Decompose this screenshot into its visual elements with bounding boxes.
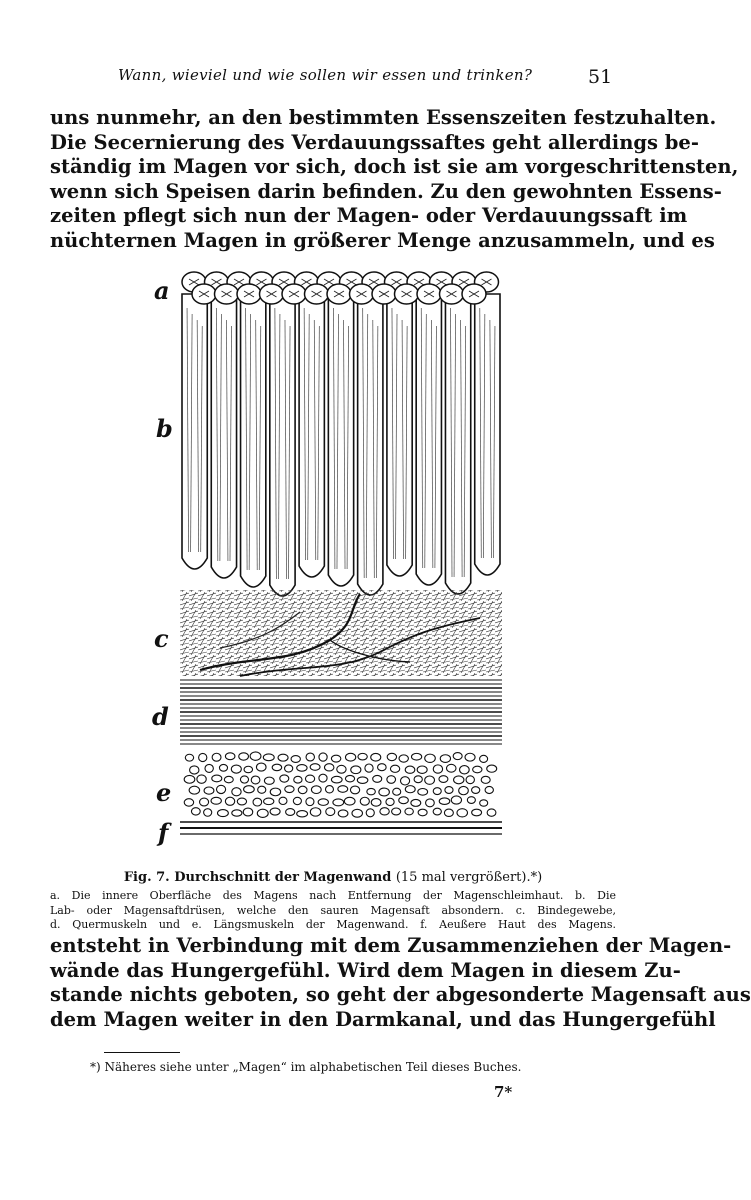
text-line: Die Secernierung des Verdauungssaftes geht allerdings be- bbox=[50, 130, 699, 154]
text-line: uns nunmehr, an den bestimmten Essenszeiten festzuhalten. bbox=[50, 106, 717, 129]
muscle-fiber bbox=[256, 763, 266, 771]
muscle-fiber bbox=[325, 786, 333, 793]
muscle-fiber bbox=[433, 788, 441, 795]
muscle-fiber bbox=[392, 808, 401, 815]
muscle-fiber bbox=[244, 766, 253, 772]
muscle-fiber bbox=[293, 797, 301, 804]
muscle-fiber bbox=[184, 799, 193, 806]
muscle-fiber bbox=[291, 756, 300, 763]
muscle-fiber bbox=[487, 765, 497, 772]
muscle-fiber bbox=[243, 808, 253, 816]
muscle-fiber bbox=[400, 777, 409, 785]
muscle-fiber bbox=[367, 788, 376, 794]
muscle-fiber bbox=[399, 797, 409, 804]
figure-label-c: c bbox=[154, 624, 169, 653]
muscle-fiber bbox=[331, 776, 342, 783]
muscle-fiber bbox=[244, 786, 255, 793]
longitudinal-muscle-layer bbox=[184, 752, 497, 817]
figure-label-f: f bbox=[158, 818, 169, 847]
muscle-fiber bbox=[344, 797, 355, 805]
text-line: entsteht in Verbindung mit dem Zusammenziehen der Magen- bbox=[50, 934, 732, 957]
paragraph-bottom bbox=[50, 934, 751, 1032]
text-line: dem Magen weiter in den Darmkanal, und das Hungergefühl bbox=[50, 1007, 716, 1031]
figure-caption-legend bbox=[50, 889, 616, 933]
gland-column bbox=[241, 294, 266, 587]
muscle-fiber bbox=[270, 788, 280, 796]
muscle-fiber bbox=[219, 764, 227, 771]
caption-number: Fig. 7. bbox=[123, 870, 170, 885]
muscle-fiber bbox=[426, 799, 435, 807]
muscle-fiber bbox=[487, 809, 496, 816]
muscle-fiber bbox=[411, 799, 421, 806]
muscle-fiber bbox=[326, 808, 335, 816]
muscle-fiber bbox=[286, 809, 295, 816]
muscle-fiber bbox=[305, 775, 314, 782]
muscle-fiber bbox=[185, 754, 193, 761]
muscle-fiber bbox=[405, 786, 415, 793]
muscle-fiber bbox=[338, 786, 348, 793]
muscle-fiber bbox=[225, 753, 234, 760]
muscle-fiber bbox=[297, 811, 308, 817]
muscle-fiber bbox=[387, 776, 396, 784]
text-line: stande nichts geboten, so geht der abgesonderte Magensaft aus bbox=[50, 983, 751, 1007]
muscle-fiber bbox=[405, 808, 413, 815]
muscle-fiber bbox=[310, 764, 320, 771]
transverse-muscle-layer bbox=[180, 680, 502, 744]
muscle-fiber bbox=[485, 786, 493, 793]
gland-column bbox=[328, 294, 353, 586]
running-header: Wann, wieviel und wie sollen wir essen und trinken? bbox=[118, 66, 533, 84]
text-line: nüchternen Magen in größerer Menge anzusammeln, und es bbox=[50, 228, 715, 252]
muscle-fiber bbox=[257, 809, 268, 817]
muscle-fiber bbox=[189, 786, 199, 794]
muscle-fiber bbox=[414, 776, 422, 783]
muscle-fiber bbox=[387, 753, 396, 760]
muscle-fiber bbox=[190, 766, 199, 774]
muscle-fiber bbox=[258, 786, 266, 793]
gland-column bbox=[445, 294, 470, 594]
muscle-fiber bbox=[264, 798, 274, 805]
muscle-fiber bbox=[216, 785, 225, 793]
muscle-fiber bbox=[358, 753, 367, 760]
muscle-fiber bbox=[311, 786, 321, 794]
muscle-fiber bbox=[379, 788, 390, 796]
muscle-fiber bbox=[294, 776, 302, 783]
outer-serosa-layer bbox=[180, 822, 502, 834]
muscle-fiber bbox=[480, 800, 488, 806]
gland-column bbox=[358, 294, 383, 595]
muscle-fiber bbox=[345, 775, 354, 781]
muscle-fiber bbox=[445, 787, 453, 794]
muscle-fiber bbox=[460, 766, 470, 774]
caption-line: d. Quermuskeln und e. Längsmuskeln der Magenwand. f. Aeußere Haut des Magens. bbox=[50, 918, 616, 931]
muscle-fiber bbox=[263, 754, 274, 761]
muscle-fiber bbox=[371, 799, 381, 807]
muscle-fiber bbox=[197, 775, 206, 783]
muscle-fiber bbox=[297, 765, 307, 772]
muscle-fiber bbox=[433, 808, 441, 815]
muscle-fiber bbox=[345, 753, 355, 761]
muscle-fiber bbox=[371, 753, 381, 761]
gland-column bbox=[182, 294, 207, 569]
muscle-fiber bbox=[225, 797, 234, 805]
caption-title: Durchschnitt der Magenwand bbox=[174, 870, 392, 885]
muscle-fiber bbox=[232, 810, 242, 816]
muscle-fiber bbox=[200, 798, 209, 806]
muscle-fiber bbox=[454, 776, 464, 784]
muscle-fiber bbox=[457, 809, 468, 817]
muscle-fiber bbox=[250, 752, 261, 760]
muscle-fiber bbox=[240, 776, 248, 783]
caption-note: (15 mal vergrößert).*) bbox=[395, 870, 543, 885]
muscle-fiber bbox=[481, 776, 490, 783]
muscle-fiber bbox=[373, 775, 382, 782]
muscle-fiber bbox=[212, 753, 221, 761]
muscle-fiber bbox=[204, 787, 214, 794]
muscle-fiber bbox=[480, 755, 488, 762]
muscle-fiber bbox=[217, 810, 228, 817]
muscle-fiber bbox=[418, 809, 427, 816]
muscle-fiber bbox=[378, 764, 387, 771]
gland-column bbox=[387, 294, 412, 576]
muscle-fiber bbox=[270, 808, 280, 815]
muscle-fiber bbox=[319, 774, 327, 782]
muscle-fiber bbox=[264, 777, 274, 784]
muscle-fiber bbox=[285, 786, 294, 793]
muscle-fiber bbox=[232, 788, 241, 796]
muscle-fiber bbox=[331, 755, 340, 762]
muscle-fiber bbox=[199, 753, 207, 761]
muscle-fiber bbox=[439, 798, 450, 805]
figure-label-b: b bbox=[156, 414, 173, 443]
muscle-fiber bbox=[425, 754, 436, 762]
paragraph-top bbox=[50, 106, 739, 254]
connective-tissue-layer bbox=[180, 590, 502, 676]
muscle-fiber bbox=[425, 776, 435, 784]
gland-column bbox=[299, 294, 324, 577]
muscle-fiber bbox=[211, 797, 221, 804]
muscle-fiber bbox=[191, 808, 200, 815]
gland-column bbox=[416, 294, 441, 585]
muscle-fiber bbox=[306, 798, 314, 806]
muscle-fiber bbox=[231, 765, 241, 773]
muscle-fiber bbox=[473, 766, 482, 773]
muscle-fiber bbox=[465, 753, 475, 761]
muscle-fiber bbox=[433, 765, 442, 773]
figure-label-a: a bbox=[154, 276, 170, 305]
muscle-fiber bbox=[333, 799, 344, 806]
muscle-fiber bbox=[338, 810, 348, 817]
figure-label-d: d bbox=[152, 702, 169, 731]
caption-line: a. Die innere Oberfläche des Magens nach Entfernung der Magenschleimhaut. b. Die bbox=[50, 889, 616, 902]
footnote-rule bbox=[104, 1052, 180, 1053]
muscle-fiber bbox=[224, 776, 233, 782]
muscle-fiber bbox=[251, 776, 260, 784]
muscle-fiber bbox=[444, 809, 453, 816]
figure-caption-title bbox=[50, 870, 616, 885]
muscle-fiber bbox=[472, 809, 482, 816]
gland-columns bbox=[182, 294, 500, 596]
muscle-fiber bbox=[212, 775, 222, 782]
muscle-fiber bbox=[318, 799, 328, 806]
muscle-fiber bbox=[205, 764, 213, 772]
muscle-fiber bbox=[447, 764, 456, 772]
muscle-fiber bbox=[405, 766, 415, 773]
muscle-fiber bbox=[337, 765, 346, 773]
signature-mark: 7* bbox=[494, 1083, 513, 1101]
muscle-fiber bbox=[451, 796, 461, 804]
muscle-fiber bbox=[285, 765, 293, 772]
gland-openings bbox=[182, 272, 499, 304]
muscle-fiber bbox=[280, 775, 289, 782]
page-number: 51 bbox=[588, 66, 613, 88]
footnote: *) Näheres siehe unter „Magen“ im alphabetischen Teil dieses Buches. bbox=[90, 1060, 522, 1074]
muscle-fiber bbox=[184, 775, 195, 783]
muscle-fiber bbox=[237, 798, 246, 805]
muscle-fiber bbox=[298, 786, 307, 793]
muscle-fiber bbox=[439, 776, 448, 783]
muscle-fiber bbox=[239, 753, 249, 760]
muscle-fiber bbox=[417, 766, 427, 773]
figure-label-e: e bbox=[156, 778, 172, 807]
muscle-fiber bbox=[472, 787, 480, 794]
muscle-fiber bbox=[386, 798, 394, 805]
stomach-wall-illustration bbox=[180, 268, 502, 844]
muscle-fiber bbox=[324, 764, 333, 771]
text-line: wände das Hungergefühl. Wird dem Magen in diesem Zu- bbox=[50, 958, 681, 982]
muscle-fiber bbox=[380, 808, 389, 815]
caption-line: Lab- oder Magensaftdrüsen, welche den sauren Magensaft absondern. c. Bindegewebe, bbox=[50, 903, 616, 917]
muscle-fiber bbox=[360, 797, 369, 805]
muscle-fiber bbox=[466, 776, 474, 784]
muscle-fiber bbox=[279, 797, 287, 804]
text-line: ständig im Magen vor sich, doch ist sie am vorgeschrittensten, bbox=[50, 155, 739, 179]
gland-column bbox=[270, 294, 295, 596]
muscle-fiber bbox=[399, 755, 408, 762]
muscle-fiber bbox=[351, 766, 361, 774]
text-line: zeiten pflegt sich nun der Magen- oder Verdauungssaft im bbox=[50, 204, 688, 228]
muscle-fiber bbox=[278, 754, 288, 761]
muscle-fiber bbox=[357, 777, 368, 783]
gland-column bbox=[475, 294, 500, 575]
muscle-fiber bbox=[366, 809, 374, 817]
muscle-fiber bbox=[306, 753, 314, 761]
muscle-fiber bbox=[319, 753, 327, 761]
muscle-fiber bbox=[467, 797, 475, 804]
gland-column bbox=[211, 294, 236, 578]
muscle-fiber bbox=[253, 798, 262, 806]
muscle-fiber bbox=[310, 808, 320, 816]
muscle-fiber bbox=[453, 753, 462, 760]
muscle-fiber bbox=[393, 788, 401, 795]
muscle-fiber bbox=[411, 753, 421, 760]
muscle-fiber bbox=[272, 764, 281, 771]
text-line: wenn sich Speisen darin befinden. Zu den gewohnten Essens- bbox=[50, 179, 722, 203]
muscle-fiber bbox=[204, 809, 212, 817]
muscle-fiber bbox=[418, 789, 428, 796]
muscle-fiber bbox=[390, 765, 399, 772]
muscle-fiber bbox=[459, 786, 469, 794]
muscle-fiber bbox=[352, 809, 363, 817]
muscle-fiber bbox=[365, 764, 373, 772]
muscle-fiber bbox=[350, 786, 359, 794]
muscle-fiber bbox=[440, 755, 450, 763]
